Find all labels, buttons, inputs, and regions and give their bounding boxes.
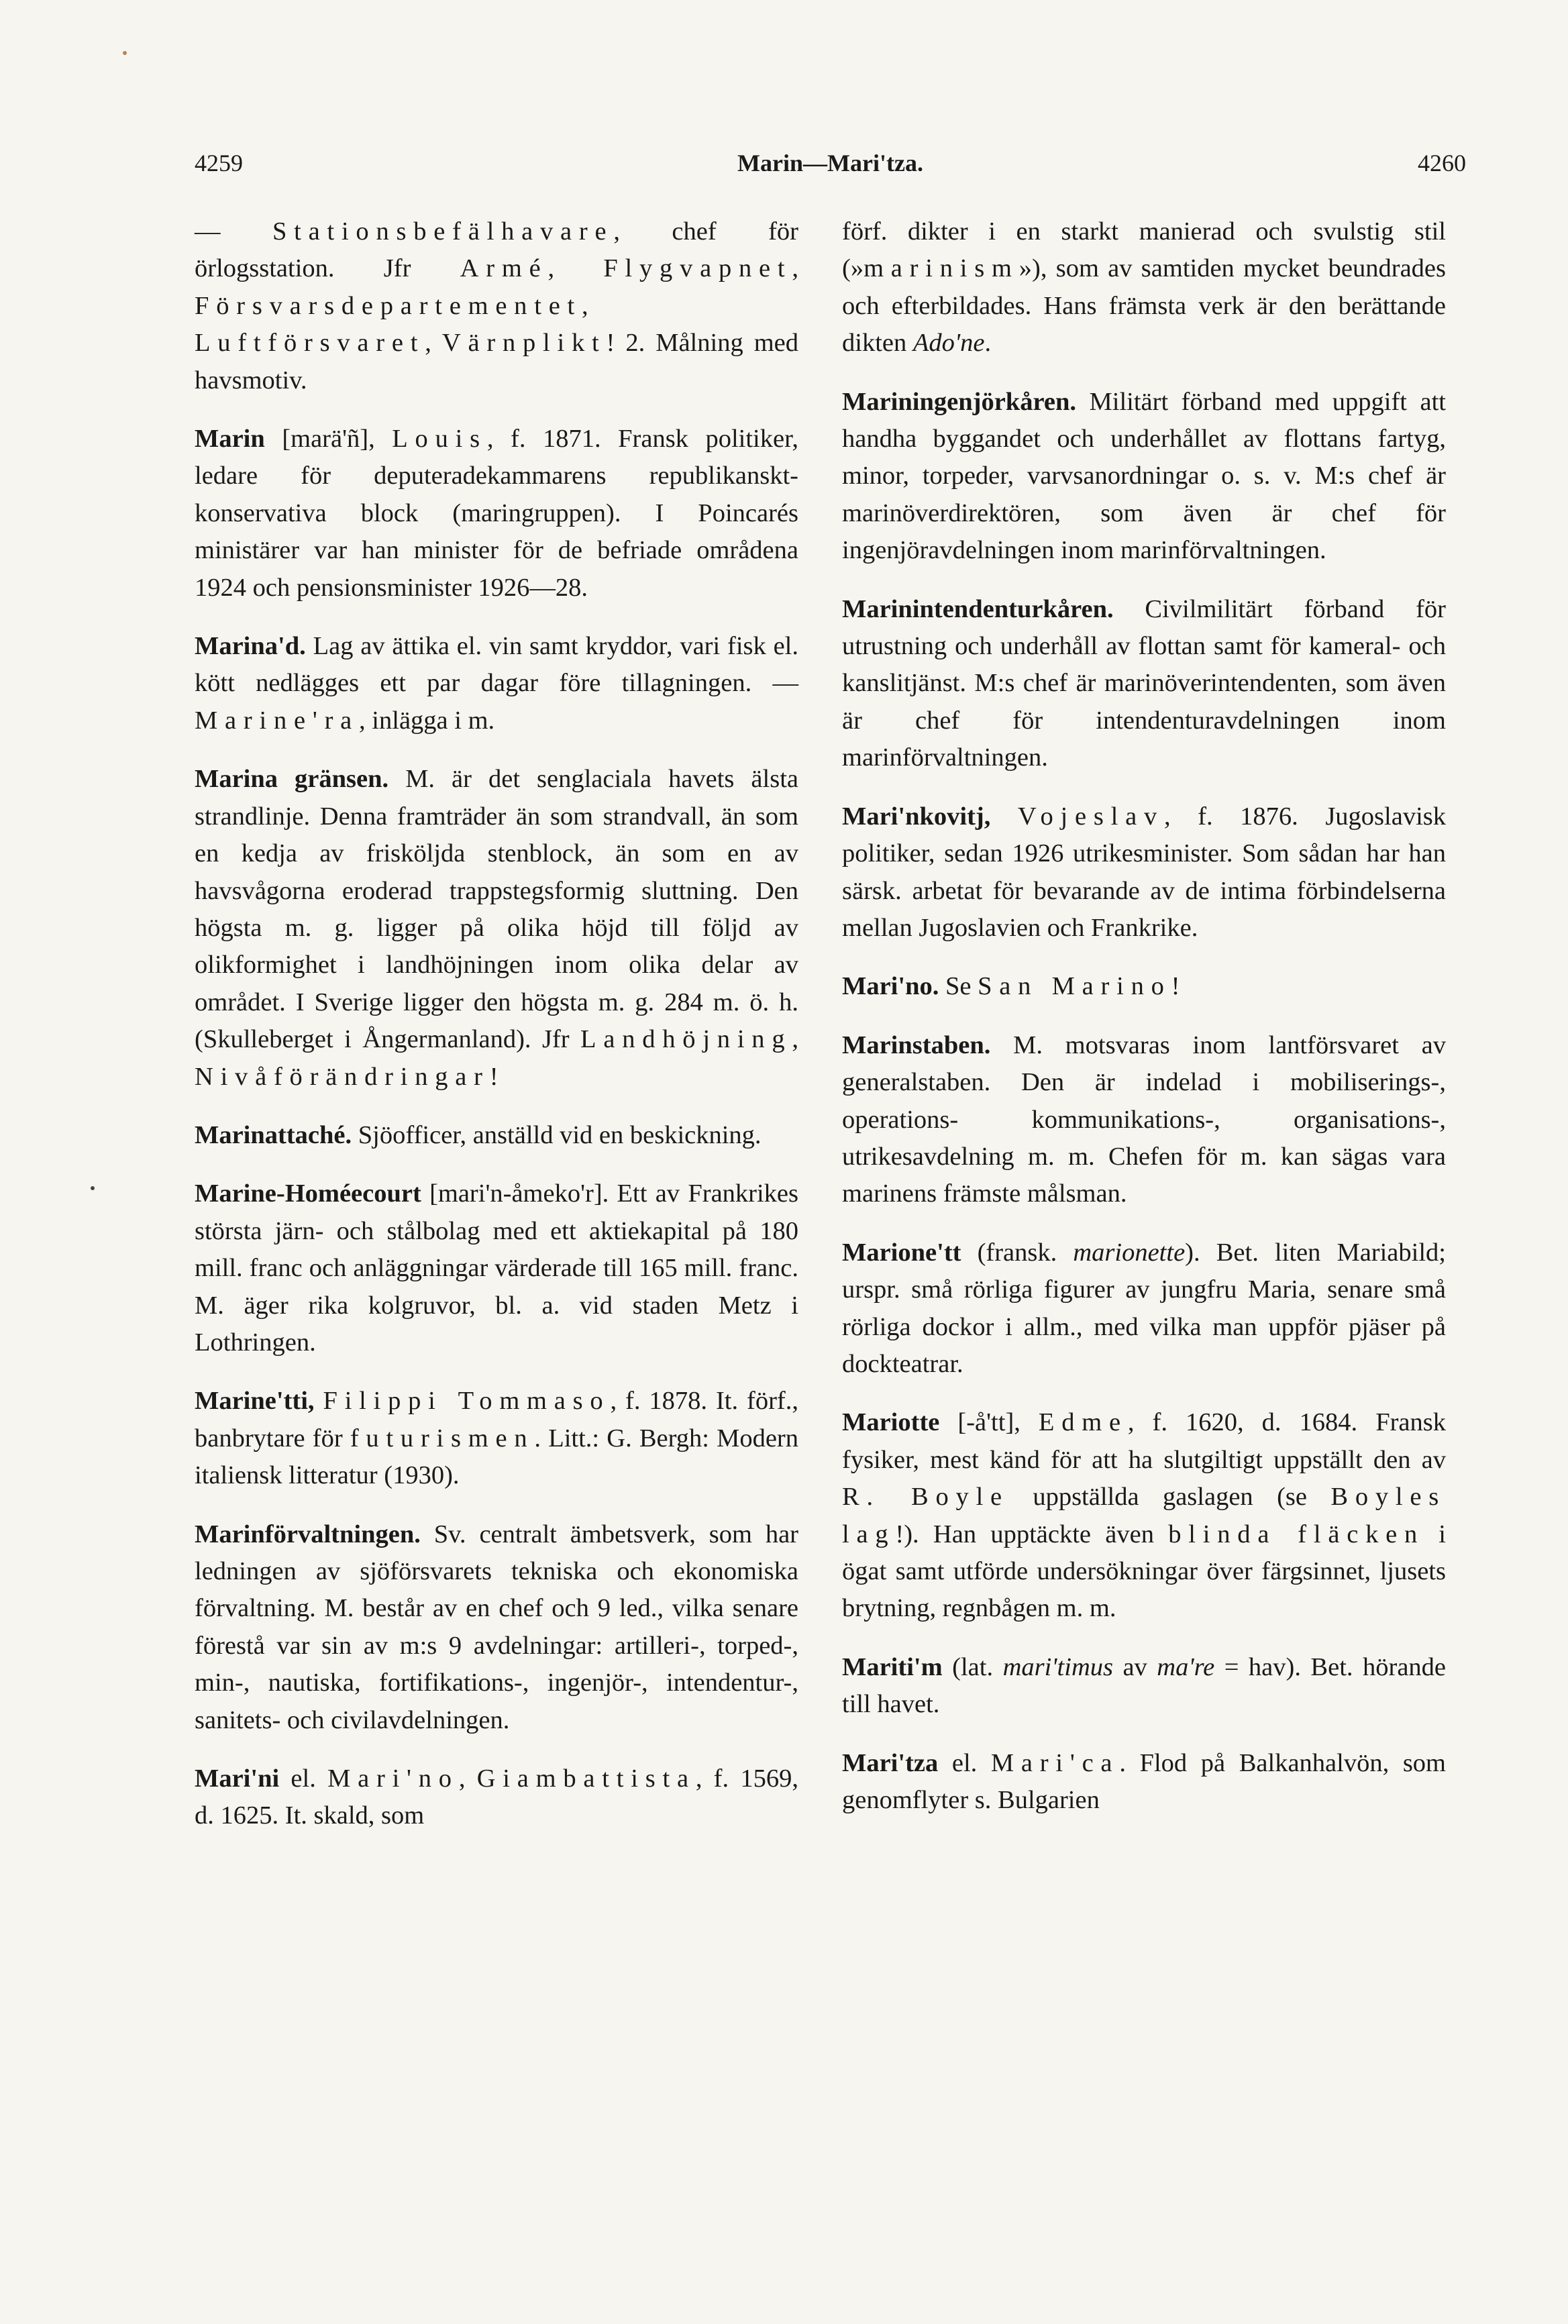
spaced-term: R. Boyle — [842, 1483, 1009, 1512]
entry-headword: Marina gränsen. — [195, 765, 389, 794]
entry-text: uppställda gaslagen (se — [1008, 1483, 1331, 1512]
entry-text: »), som av samtiden mycket beundrades och efterbildades. Hans främsta verk är den berättande dikten — [842, 254, 1446, 358]
entry-text: (lat. — [942, 1652, 1003, 1681]
entry-text: . Litt.: G. Bergh: Modern italiensk litteratur (1930). — [195, 1424, 798, 1490]
dictionary-entry — [842, 798, 1446, 947]
spaced-term: blinda fläcken — [1168, 1520, 1425, 1548]
entry-headword: Marinförvaltningen. — [195, 1520, 421, 1548]
entry-text: Militärt förband med uppgift att handha byggandet och underhållet av flottans fartyg, minor, torpeder, varvsanordningar o. s. v. M:s chef är marinöverdirektören, som även är chef för ingenjöravdelningen inom marinförvaltningen. — [842, 387, 1446, 565]
entry-headword: Mari'tza — [842, 1748, 939, 1777]
dictionary-entry — [195, 1760, 798, 1835]
italic-term: ma're — [1157, 1652, 1215, 1681]
entry-headword: Marinintendenturkåren. — [842, 594, 1114, 623]
entry-headword: Marinattaché. — [195, 1120, 352, 1149]
spaced-term: Värnplikt — [441, 329, 607, 358]
italic-term: mari'timus — [1002, 1652, 1113, 1681]
entry-text: ! — [1171, 972, 1180, 1001]
running-title: Marin—Mari'tza. — [737, 150, 923, 176]
spaced-term: Mari'ca — [990, 1748, 1120, 1777]
left-column — [195, 213, 798, 1856]
dictionary-entry — [195, 1175, 798, 1361]
italic-term: Ado'ne — [912, 329, 985, 358]
entry-text: (fransk. — [961, 1238, 1074, 1267]
dictionary-entry — [195, 761, 798, 1096]
entry-headword: Marin — [195, 425, 265, 454]
spaced-term: Boyles lag — [842, 1483, 1446, 1548]
entry-headword: Marina'd. — [195, 632, 306, 661]
entry-text: Se — [939, 972, 978, 1001]
dictionary-entry — [842, 384, 1446, 570]
entry-text: Sv. centralt ämbetsverk, som har ledningen av sjöförsvarets tekniska och ekonomiska förvaltning. M. består av en chef och 9 led., vilka senare förestå var sin av m:s 9 avdelningar: artilleri-, torped-, min-, nautiska, fortifikations-, ingenjör-, intendentur-, sanitets- och civilavdelningen. — [195, 1520, 798, 1734]
entry-text: i ögat samt utförde undersökningar över färgsinnet, ljusets brytning, regnbågen m. m. — [842, 1520, 1447, 1623]
entry-text: av — [1112, 1652, 1157, 1681]
entry-text: , f. 1878. It. förf., banbrytare för — [195, 1387, 798, 1452]
dictionary-entry — [195, 213, 798, 399]
entry-text: ! — [489, 1062, 499, 1091]
page-number-left: 4259 — [195, 150, 243, 176]
entry-headword: Mariningenjörkåren. — [842, 387, 1076, 416]
entry-text: , — [425, 329, 442, 358]
entry-headword: Mari'ni — [195, 1764, 280, 1793]
spaced-term: Marine'ra — [195, 706, 360, 735]
spaced-term: Filippi Tommaso — [323, 1387, 611, 1416]
entry-text: M. motsvaras inom lantförsvaret av generalstaben. Den är indelad i mobiliserings-, operations- kommunikations-, organisations-, utrikesavdelning m. m. Chefen för m. kan sägas vara marinens främste målsman. — [842, 1031, 1446, 1208]
spaced-term: Försvarsdepartementet — [195, 291, 582, 320]
entry-text: , f. 1876. Jugoslavisk politiker, sedan 1926 utrikesminister. Som sådan har han särsk. arbetat för bevarande av de intima förbindelserna mellan Jugoslavien och Frankrike. — [842, 802, 1446, 942]
entry-text: , f. 1620, d. 1684. Fransk fysiker, mest känd för att ha slutgiltigt uppställt den av — [842, 1408, 1446, 1474]
entry-headword: Marine'tti, — [195, 1387, 315, 1416]
dictionary-entry — [195, 628, 798, 739]
entry-headword: Marione'tt — [842, 1238, 961, 1267]
entry-text: = hav). Bet. hörande till havet. — [842, 1652, 1446, 1719]
dictionary-entry — [842, 968, 1446, 1005]
entry-text: [mari'n-åmeko'r]. Ett av Frankrikes största järn- och stålbolag med ett aktiekapital på 180 mill. franc och anläggningar värderade till 165 mill. franc. M. äger rika kolgruvor, bl. a. vid staden Metz i Lothringen. — [195, 1179, 798, 1357]
entry-text: el. — [279, 1764, 328, 1793]
spaced-term: Mari'no — [327, 1764, 459, 1793]
entry-text: . Flod på Balkanhalvön, som genomflyter s. Bulgarien — [842, 1748, 1446, 1815]
entry-headword: Mari'no. — [842, 972, 939, 1001]
spaced-term: Louis — [392, 425, 487, 454]
entry-text: [-å'tt], — [939, 1408, 1039, 1437]
entry-headword: Mariti'm — [842, 1652, 943, 1681]
entry-text: M. är det senglaciala havets älsta strandlinje. Denna framträder än som strandvall, än som en kedja av frisköljda stenblock, än som en av havsvågorna eroderad trappstegsformig sluttning. Den högsta m. g. ligger på olika höjd till följd av olikformighet i landhöjningen inom olika delar av området. I Sverige ligger den högsta m. g. 284 m. ö. h. (Skulleberget i Ångermanland). Jfr — [195, 765, 798, 1054]
entry-text: Sjöofficer, anställd vid en beskickning. — [352, 1120, 762, 1149]
dictionary-entry — [842, 213, 1446, 362]
entry-text: [marä'ñ], — [264, 425, 393, 454]
entry-text: , — [547, 254, 604, 283]
spaced-term: Luftförsvaret — [195, 329, 425, 358]
dictionary-entry — [842, 1649, 1446, 1724]
spaced-term: futurismen — [350, 1424, 535, 1452]
dictionary-entry — [195, 1383, 798, 1494]
entry-text: ). Bet. liten Mariabild; urspr. små rörliga figurer av jungfru Maria, senare små rörliga dockor i allm., med vilka man uppför pjäser på dockteatrar. — [842, 1238, 1446, 1378]
page-number-right: 4260 — [1418, 150, 1466, 176]
entry-headword: Marinstaben. — [842, 1031, 991, 1059]
entry-text — [315, 1387, 323, 1415]
spaced-term: marinism — [864, 254, 1019, 283]
spaced-term: Vojeslav — [1017, 802, 1165, 831]
entry-text: , — [582, 291, 588, 320]
paper-speck — [123, 51, 127, 55]
entry-text: , chef för örlogsstation. Jfr — [195, 217, 798, 283]
spaced-term: Stationsbefälhavare — [272, 217, 614, 246]
entry-headword: Marine-Homéecourt — [195, 1179, 421, 1208]
dictionary-entry — [842, 1745, 1446, 1819]
page-header — [195, 149, 1466, 189]
paper-speck — [91, 1186, 95, 1190]
entry-text: — — [195, 217, 272, 246]
spaced-term: Landhöjning — [580, 1025, 792, 1054]
entry-text: Lag av ättika el. vin samt kryddor, vari fisk el. kött nedlägges ett par dagar före tillagningen. — — [195, 632, 798, 698]
italic-term: marionette — [1073, 1238, 1186, 1267]
dictionary-entry — [842, 1234, 1446, 1383]
spaced-term: Giambattista — [476, 1764, 696, 1793]
spaced-term: San Marino — [978, 972, 1171, 1001]
entry-headword: Mariotte — [842, 1408, 940, 1437]
entry-text: . — [984, 329, 992, 358]
entry-headword: Mari'nkovitj, — [842, 802, 991, 831]
entry-text — [990, 802, 1018, 831]
dictionary-entry — [842, 1027, 1446, 1213]
dictionary-entry — [842, 1404, 1446, 1627]
entry-text: el. — [938, 1748, 991, 1777]
entry-text: , inlägga i m. — [359, 706, 495, 735]
entry-text: , f. 1871. Fransk politiker, ledare för deputeradekammarens republikanskt-konservativa block (maringruppen). I Poincarés ministärer var han minister för de befriade områdena 1924 och pensionsminister 1926—28. — [195, 425, 798, 602]
spaced-term: Armé — [460, 254, 548, 283]
entry-text: !). Han upptäckte även — [895, 1520, 1169, 1548]
spaced-term: Edme — [1038, 1408, 1128, 1437]
entry-text: förf. dikter i en starkt manierad och svulstig stil (» — [842, 217, 1446, 283]
dictionary-entry — [195, 1516, 798, 1739]
entry-text: , — [458, 1764, 477, 1793]
entry-text: , f. 1569, d. 1625. It. skald, som — [195, 1764, 798, 1830]
dictionary-entry — [842, 591, 1446, 777]
dictionary-entry — [195, 1117, 798, 1154]
spaced-term: Flygvapnet — [603, 254, 792, 283]
spaced-term: Nivåförändringar — [195, 1062, 490, 1091]
entry-text: , — [792, 254, 798, 283]
entry-text: , — [792, 1025, 798, 1054]
right-column — [842, 213, 1446, 1840]
entry-text: Civilmilitärt förband för utrustning och underhåll av flottan samt för kameral- och kanslitjänst. M:s chef är marinöverintendenten, som även är chef för intendenturavdelningen inom marinförvaltningen. — [842, 594, 1446, 772]
entry-text: ! 2. Målning med havsmotiv. — [195, 329, 798, 394]
dictionary-entry — [195, 421, 798, 606]
